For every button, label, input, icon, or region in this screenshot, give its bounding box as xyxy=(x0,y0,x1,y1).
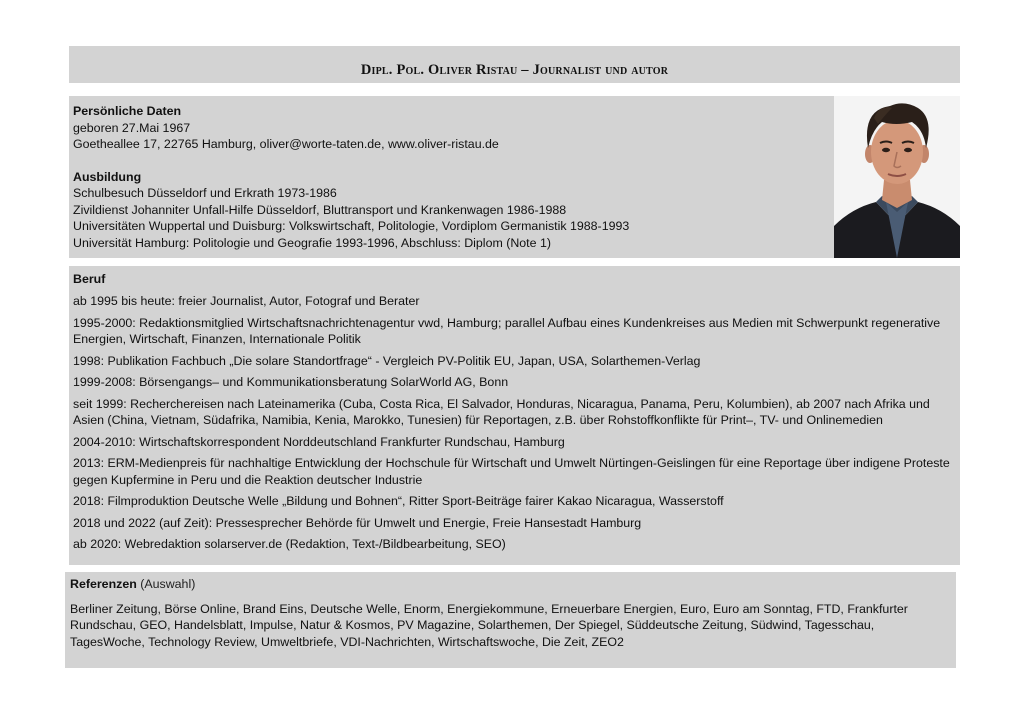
education-line: Schulbesuch Düsseldorf und Erkrath 1973-1986 xyxy=(73,186,337,200)
career-entry: 2013: ERM-Medienpreis für nachhaltige Entwicklung der Hochschule für Wirtschaft und Umwelt Nürtingen-Geislingen für eine Reportage über indigene Proteste gegen Kupfermine in Peru und die Reaktion deutscher Industrie xyxy=(73,456,950,487)
title-banner xyxy=(69,46,960,83)
career-heading: Beruf xyxy=(73,272,106,286)
references-list: Berliner Zeitung, Börse Online, Brand Eins, Deutsche Welle, Enorm, Energiekommune, Erneuerbare Energien, Euro, Euro am Sonntag, FTD, Frankfurter Rundschau, GEO, Handelsblatt, Impulse, Natur & Kosmos, PV Magazine, Solarthemen, Der Spiegel, Süddeutsche Zeitung, Südwind, Tagesschau, TagesWoche, Technology Review, Umweltbriefe, VDI-Nachrichten, Wirtschaftswoche, Die Zeit, ZEO2 xyxy=(70,601,908,649)
page-title: Dipl. Pol. Oliver Ristau – Journalist und autor xyxy=(360,62,669,78)
references-heading: Referenzen xyxy=(70,577,137,591)
personal-education-section xyxy=(69,96,834,258)
career-entry: ab 1995 bis heute: freier Journalist, Autor, Fotograf und Berater xyxy=(73,294,420,308)
portrait-photo xyxy=(834,96,960,258)
career-entry: ab 2020: Webredaktion solarserver.de (Redaktion, Text-/Bildbearbeitung, SEO) xyxy=(73,537,506,551)
personal-line-address: Goetheallee 17, 22765 Hamburg, oliver@worte-taten.de, www.oliver-ristau.de xyxy=(73,137,499,151)
personal-line-birth: geboren 27.Mai 1967 xyxy=(73,120,191,135)
references-heading-row xyxy=(70,576,951,593)
personal-heading: Persönliche Daten xyxy=(73,104,182,118)
references-heading-suffix: (Auswahl) xyxy=(136,577,196,591)
career-entry: 1998: Publikation Fachbuch „Die solare Standortfrage“ - Vergleich PV-Politik EU, Japan, USA, Solarthemen-Verlag xyxy=(73,353,701,368)
section-gap xyxy=(73,153,830,169)
portrait-illustration xyxy=(834,96,960,258)
career-entry: 1999-2008: Börsengangs– und Kommunikationsberatung SolarWorld AG, Bonn xyxy=(73,375,509,389)
education-heading: Ausbildung xyxy=(73,169,142,184)
career-entry: 2018 und 2022 (auf Zeit): Pressesprecher Behörde für Umwelt und Energie, Freie Hansestadt Hamburg xyxy=(73,515,642,530)
career-entry: seit 1999: Recherchereisen nach Lateinamerika (Cuba, Costa Rica, El Salvador, Honduras, Nicaragua, Panama, Peru, Kolumbien), ab 2007 nach Afrika und Asien (China, Vietnam, Südafrika, Namibia, Kenia, Marokko, Tunesien) für Reportagen, z.B. über Rohstoffkonflikte für Print–, TV- und Onlinemedien xyxy=(73,396,930,427)
career-entry: 1995-2000: Redaktionsmitglied Wirtschaftsnachrichtenagentur vwd, Hamburg; parallel Aufbau eines Kundenkreises aus Medien mit Schwerpunkt regenerative Energien, Wirtschaft, Finanzen, Internationale Politik xyxy=(73,315,941,346)
career-entry: 2004-2010: Wirtschaftskorrespondent Norddeutschland Frankfurter Rundschau, Hamburg xyxy=(73,434,565,449)
education-line: Universitäten Wuppertal und Duisburg: Volkswirtschaft, Politologie, Vordiplom Germanistik 1988-1993 xyxy=(73,219,630,233)
career-entry: 2018: Filmproduktion Deutsche Welle „Bildung und Bohnen“, Ritter Sport-Beiträge fairer Kakao Nicaragua, Wasserstoff xyxy=(73,494,724,508)
references-section xyxy=(65,572,956,668)
career-section xyxy=(69,266,960,565)
career-list xyxy=(73,293,956,553)
education-line: Zivildienst Johanniter Unfall-Hilfe Düsseldorf, Bluttransport und Krankenwagen 1986-1988 xyxy=(73,202,567,217)
education-line: Universität Hamburg: Politologie und Geografie 1993-1996, Abschluss: Diplom (Note 1) xyxy=(73,235,551,250)
